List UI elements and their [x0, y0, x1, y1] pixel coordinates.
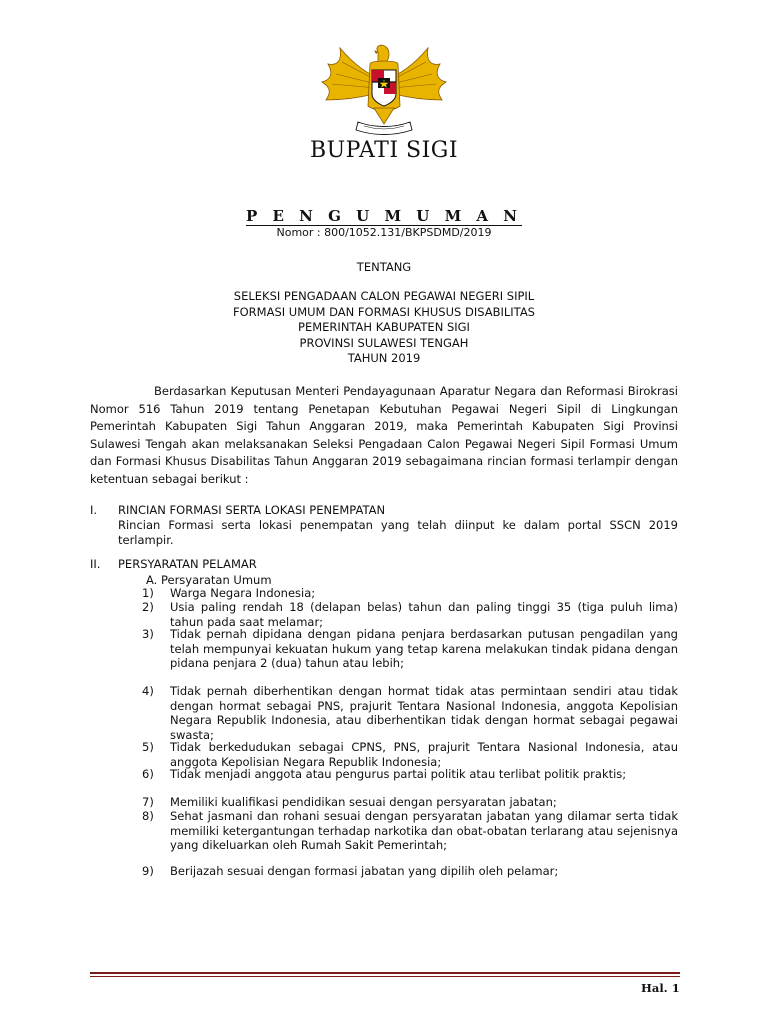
- garuda-pancasila-emblem: [318, 44, 450, 136]
- list-item: [142, 684, 678, 742]
- list-item: [142, 740, 678, 769]
- subsection-heading: A. Persyaratan Umum: [146, 573, 272, 587]
- item-number: 9): [142, 864, 154, 878]
- section-title: RINCIAN FORMASI SERTA LOKASI PENEMPATAN: [118, 503, 386, 517]
- section-1-body: Rincian Formasi serta lokasi penempatan yang telah diinput ke dalam portal SSCN 2019 terlampir.: [118, 518, 678, 547]
- issuer-title: BUPATI SIGI: [309, 138, 459, 163]
- subject-line: SELEKSI PENGADAAN CALON PEGAWAI NEGERI SIPIL: [233, 289, 535, 303]
- item-text: Memiliki kualifikasi pendidikan sesuai dengan persyaratan jabatan;: [170, 795, 557, 809]
- list-item: [142, 795, 678, 810]
- section-title: PERSYARATAN PELAMAR: [118, 557, 257, 571]
- subject-line: PROVINSI SULAWESI TENGAH: [299, 335, 469, 350]
- subject-line: PEMERINTAH KABUPATEN SIGI: [298, 320, 470, 334]
- intro-text: Berdasarkan Keputusan Menteri Pendayagunaan Aparatur Negara dan Reformasi Birokrasi Nomor 516 Tahun 2019 tentang Penetapan Kebutuhan Pegawai Negeri Sipil di Lingkungan Pemerintah Kabupaten Sigi Tahun Anggaran 2019, maka Pemerintah Kabupaten Sigi Provinsi Sulawesi Tengah akan melaksanakan Seleksi Pengadaan Calon Pegawai Negeri Sipil Formasi Umum dan Formasi Khusus Disabilitas Tahun Anggaran 2019 sebagaimana rincian formasi terlampir dengan ketentuan sebagai berikut :: [90, 384, 678, 486]
- announcement-subject: [0, 289, 768, 367]
- item-text: Tidak pernah dipidana dengan pidana penjara berdasarkan putusan pengadilan yang telah mempunyai kekuatan hukum yang tetap karena melakukan tindak pidana dengan pidana penjara 2 (dua) tahun atau lebih;: [170, 627, 678, 670]
- announcement-label: [0, 207, 768, 225]
- item-number: 5): [142, 740, 154, 754]
- subject-line: FORMASI UMUM DAN FORMASI KHUSUS DISABILITAS: [233, 304, 535, 319]
- item-number: 7): [142, 795, 154, 809]
- item-number: 1): [142, 586, 154, 600]
- list-item: [142, 864, 678, 879]
- item-text: Berijazah sesuai dengan formasi jabatan yang dipilih oleh pelamar;: [170, 864, 559, 878]
- item-number: 8): [142, 809, 154, 823]
- item-text: Tidak pernah diberhentikan dengan hormat tidak atas permintaan sendiri atau tidak dengan hormat sebagai PNS, prajurit Tentara Nasional Indonesia, anggota Kepolisian Negara Republik Indonesia, atau diberhentikan tidak dengan hormat sebagai pegawai swasta;: [170, 684, 678, 742]
- intro-paragraph: [90, 383, 678, 488]
- item-text: Tidak berkedudukan sebagai CPNS, PNS, prajurit Tentara Nasional Indonesia, atau anggota Kepolisian Negara Republik Indonesia;: [170, 740, 678, 769]
- item-text: Sehat jasmani dan rohani sesuai dengan persyaratan jabatan yang dilamar serta tidak memiliki ketergantungan terhadap narkotika dan obat-obatan terlarang atau sejenisnya yang dikeluarkan oleh Rumah Sakit Pemerintah;: [170, 809, 678, 852]
- announcement-number: Nomor : 800/1052.131/BKPSDMD/2019: [276, 226, 492, 239]
- footer-rule: [90, 972, 680, 974]
- list-item: [142, 586, 678, 601]
- subject-line: TAHUN 2019: [347, 351, 421, 365]
- item-text: Tidak menjadi anggota atau pengurus partai politik atau terlibat politik praktis;: [170, 767, 627, 781]
- list-item: [142, 600, 678, 629]
- item-number: 3): [142, 627, 154, 641]
- section-numeral: II.: [90, 557, 101, 571]
- footer-rule-thin: [90, 976, 680, 977]
- list-item: [142, 767, 678, 782]
- page-number: Hal. 1: [641, 981, 680, 995]
- about-label: TENTANG: [356, 260, 412, 274]
- item-number: 6): [142, 767, 154, 781]
- list-item: [142, 627, 678, 671]
- item-text: Warga Negara Indonesia;: [170, 586, 316, 600]
- announcement-label-text: P E N G U M U M A N: [246, 207, 522, 225]
- section-numeral: I.: [90, 503, 98, 517]
- item-number: 4): [142, 684, 154, 698]
- item-text: Usia paling rendah 18 (delapan belas) tahun dan paling tinggi 35 (tiga puluh lima) tahun pada saat melamar;: [170, 600, 678, 629]
- list-item: [142, 809, 678, 853]
- item-number: 2): [142, 600, 154, 614]
